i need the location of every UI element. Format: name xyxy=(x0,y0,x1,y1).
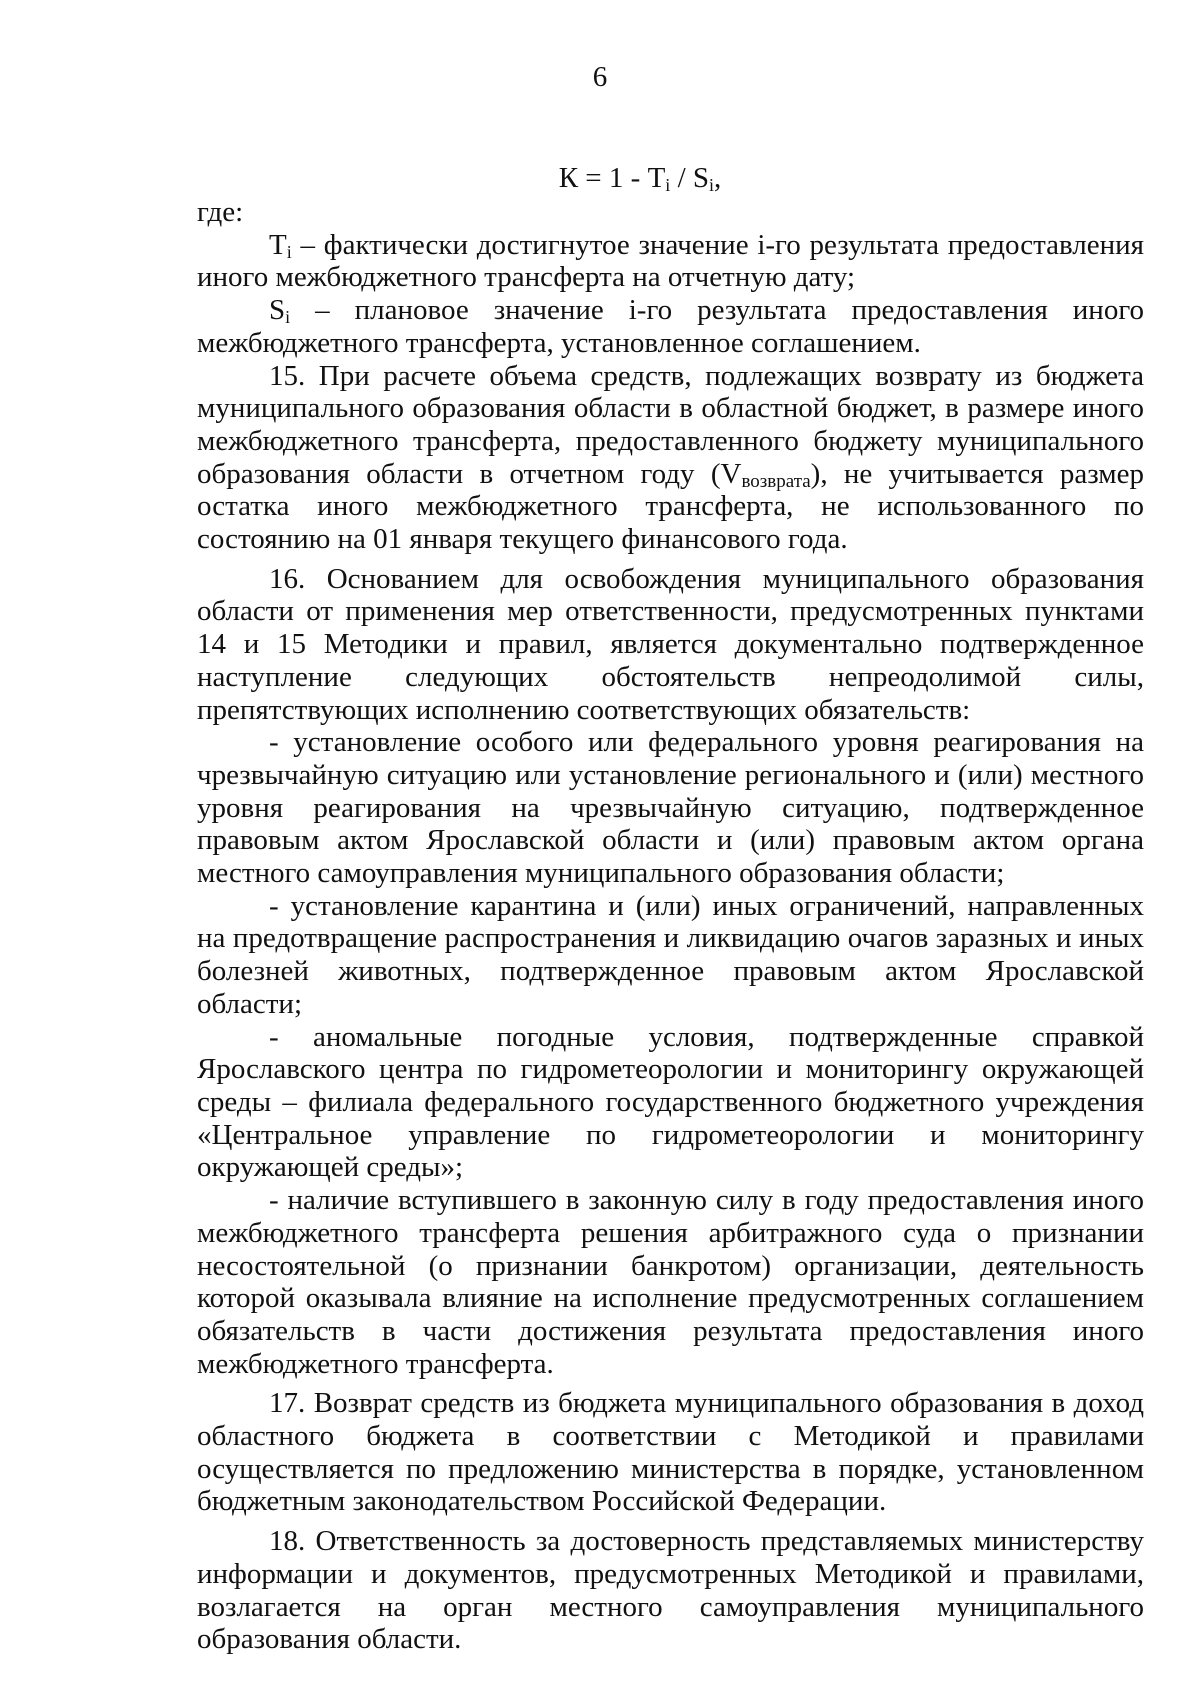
definition-t-text: – фактически достигнутое значение i-го результата предоставления иного межбюджетного трансферта на отчетную дату; xyxy=(197,228,1144,294)
formula-sub-t: i xyxy=(665,175,671,195)
paragraph-16: 16. Основанием для освобождения муниципального образования области от применения мер ответственности, предусмотренных пунктами 14 и 15 Методики и правил, является документально подтвержденное наступление следующих обстоятельств непреодолимой силы, препятствующих исполнению соответствующих обязательств: xyxy=(197,562,1144,726)
v-return-subscript: возврата xyxy=(741,470,811,492)
bullet-emergency: - установление особого или федерального уровня реагирования на чрезвычайную ситуацию или установление регионального и (или) местного уровня реагирования на чрезвычайную ситуацию, подтвержденное правовым актом Ярославской области и (или) правовым актом органа местного самоуправления муниципального образования области; xyxy=(197,726,1144,890)
paragraph-18: 18. Ответственность за достоверность представляемых министерству информации и документов, предусмотренных Методикой и правилами, возлагается на орган местного самоуправления муниципального образования области. xyxy=(197,1525,1144,1656)
definition-s-sub: i xyxy=(285,307,291,328)
formula-sub-s: i xyxy=(709,175,715,195)
paragraph-15-part-b: ), не учитывается размер остатка иного межбюджетного трансферта, не использованного по состоянию на 01 января текущего финансового года. xyxy=(197,457,1144,556)
paragraph-15 xyxy=(197,360,1144,556)
document-body xyxy=(197,196,1144,1656)
where-label: где: xyxy=(197,196,244,228)
formula-end: , xyxy=(714,162,722,194)
page-number: 6 xyxy=(592,61,608,93)
definition-t xyxy=(197,229,1144,294)
formula-middle: / S xyxy=(670,162,709,194)
definition-t-sub: i xyxy=(286,241,292,262)
paragraph-17: 17. Возврат средств из бюджета муниципального образования в доход областного бюджета в соответствии с Методикой и правилами осуществляется по предложению министерства в порядке, установленном бюджетным законодательством Российской Федерации. xyxy=(197,1387,1144,1518)
paragraph-15-part-a: 15. При расчете объема средств, подлежащих возврату из бюджета муниципального образования области в областной бюджет, в размере иного межбюджетного трансферта, предоставленного бюджету муниципального образования области в отчетном году (V xyxy=(197,359,1144,490)
bullet-weather: - аномальные погодные условия, подтвержденные справкой Ярославского центра по гидрометеорологии и мониторингу окружающей среды – филиала федерального государственного бюджетного учреждения «Центральное управление по гидрометеорологии и мониторингу окружающей среды»; xyxy=(197,1020,1144,1184)
bullet-bankruptcy: - наличие вступившего в законную силу в году предоставления иного межбюджетного трансферта решения арбитражного суда о признании несостоятельной (о признании банкротом) организации, деятельность которой оказывала влияние на исполнение предусмотренных соглашением обязательств в части достижения результата предоставления иного межбюджетного трансферта. xyxy=(197,1184,1144,1380)
definition-s-text: – плановое значение i-го результата предоставления иного межбюджетного трансферта, установленное соглашением. xyxy=(197,294,1144,359)
definition-s xyxy=(197,294,1144,359)
bullet-quarantine: - установление карантина и (или) иных ограничений, направленных на предотвращение распространения и ликвидацию очагов заразных и иных болезней животных, подтвержденное правовым актом Ярославской области; xyxy=(197,889,1144,1020)
formula xyxy=(0,162,1200,194)
definition-s-symbol: S xyxy=(269,294,286,327)
formula-left: К = 1 - T xyxy=(558,162,666,194)
definition-t-symbol: T xyxy=(269,228,287,261)
